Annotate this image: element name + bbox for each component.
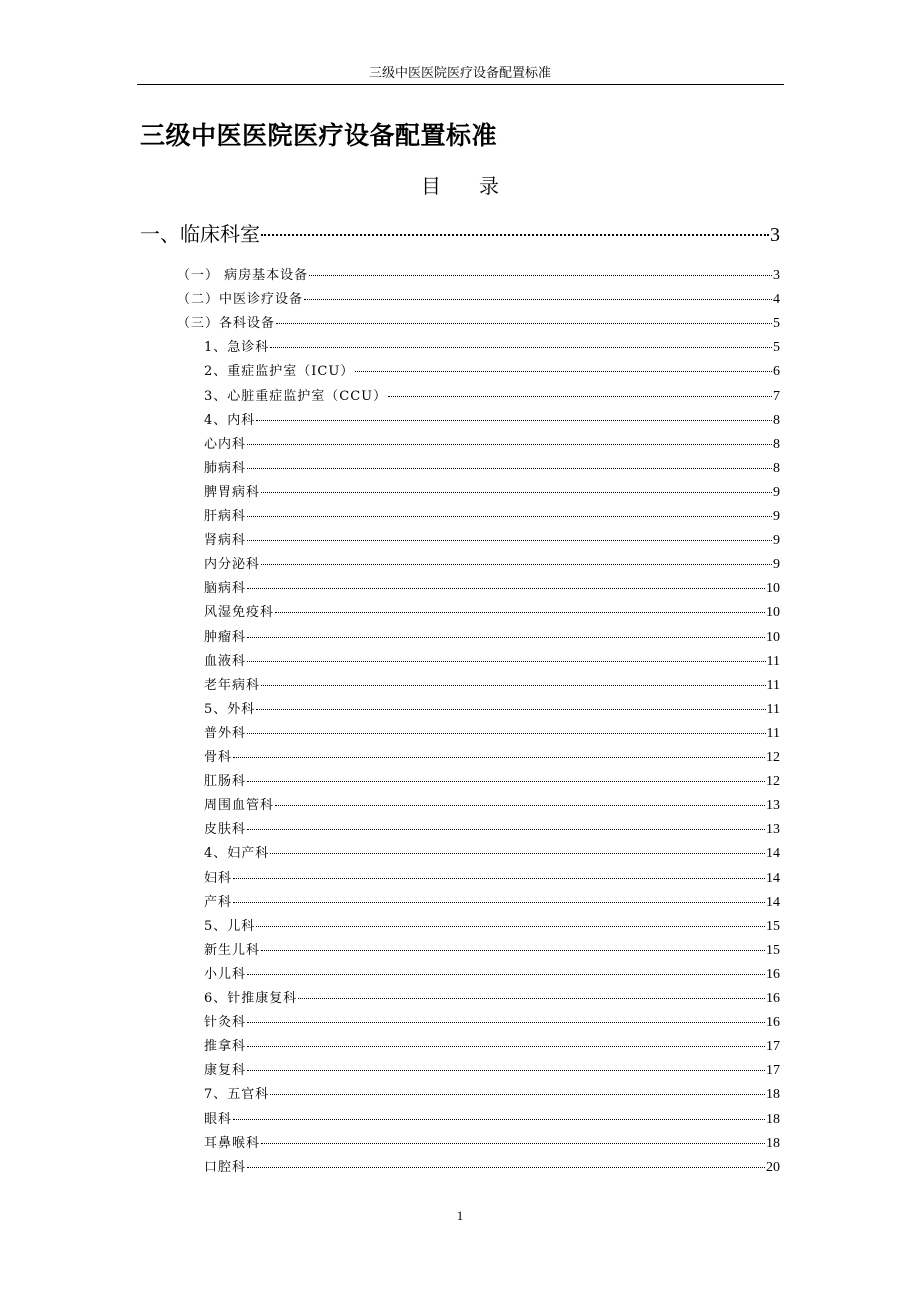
- toc-entry[interactable]: [204, 553, 780, 577]
- toc-entry[interactable]: [204, 481, 780, 505]
- toc-entry-page: 17: [766, 1063, 780, 1079]
- toc-entry-label: 4、妇产科: [204, 846, 270, 862]
- toc-entry-page: 10: [766, 581, 780, 597]
- toc-dot-leader: [233, 902, 765, 903]
- toc-entry-page: 10: [766, 629, 780, 645]
- toc-entry[interactable]: [204, 674, 780, 698]
- toc-entry-label: 内分泌科: [204, 557, 261, 573]
- toc-dot-leader: [247, 829, 765, 830]
- toc-entry-page: 15: [766, 918, 780, 934]
- toc-entry-label: 普外科: [204, 725, 247, 741]
- toc-entry[interactable]: [204, 842, 780, 866]
- toc-entry-page: 9: [773, 533, 780, 549]
- toc-dot-leader: [270, 347, 772, 348]
- toc-dot-leader: [247, 974, 765, 975]
- toc-entry-label: 耳鼻喉科: [204, 1135, 261, 1151]
- toc-dot-leader: [233, 878, 765, 879]
- toc-entry-page: 17: [766, 1039, 780, 1055]
- toc-heading-right: 录: [479, 174, 499, 198]
- toc-entry-page: 4: [773, 292, 780, 308]
- toc-dot-leader: [261, 564, 772, 565]
- toc-entry-label: 一、临床科室: [140, 222, 260, 246]
- toc-entry[interactable]: [204, 1035, 780, 1059]
- toc-entry[interactable]: [177, 288, 780, 312]
- toc-entry-label: 小儿科: [204, 966, 247, 982]
- toc-dot-leader: [309, 275, 772, 276]
- toc-dot-leader: [233, 1119, 765, 1120]
- toc-entry-page: 8: [773, 460, 780, 476]
- toc-dot-leader: [247, 1167, 765, 1168]
- toc-entry-page: 11: [766, 725, 780, 741]
- toc-dot-leader: [261, 1143, 765, 1144]
- toc-entry-page: 9: [773, 557, 780, 573]
- toc-entry-label: 口腔科: [204, 1159, 247, 1175]
- toc-entry-label: 6、针推康复科: [204, 991, 298, 1006]
- toc-dot-leader: [275, 805, 765, 806]
- toc-entry[interactable]: [204, 457, 780, 481]
- toc-entry-page: 5: [773, 316, 780, 332]
- toc-entry-label: 产科: [204, 894, 233, 910]
- toc-entry-page: 14: [766, 870, 780, 886]
- toc-entry[interactable]: [204, 650, 780, 674]
- toc-entry[interactable]: [204, 915, 780, 939]
- toc-entry-page: 9: [773, 484, 780, 500]
- toc-entry[interactable]: [204, 1059, 780, 1083]
- toc-dot-leader: [298, 998, 765, 999]
- toc-entry-label: （二）中医诊疗设备: [177, 292, 304, 308]
- document-title: 三级中医医院医疗设备配置标准: [140, 121, 498, 150]
- toc-entry-page: 13: [766, 822, 780, 838]
- toc-entry-label: 4、内科: [204, 412, 256, 428]
- toc-dot-leader: [247, 540, 772, 541]
- toc-entry-label: 针灸科: [204, 1015, 247, 1031]
- toc-dot-leader: [261, 950, 765, 951]
- toc-heading-left: 目: [421, 174, 441, 198]
- toc-entry-label: （三）各科设备: [177, 316, 276, 332]
- toc-entry[interactable]: [204, 577, 780, 601]
- toc-dot-leader: [247, 733, 766, 734]
- toc-entry-label: 肝病科: [204, 509, 247, 524]
- toc-entry-page: 14: [766, 894, 780, 910]
- toc-entry-page: 20: [766, 1159, 780, 1175]
- toc-entry[interactable]: [204, 529, 780, 553]
- toc-entry[interactable]: [177, 264, 780, 288]
- toc-entry-page: 11: [766, 653, 780, 669]
- toc-dot-leader: [355, 371, 772, 372]
- toc-dot-leader: [256, 926, 765, 927]
- toc-entry-page: 7: [773, 388, 780, 404]
- toc-entry-label: 周围血管科: [204, 798, 275, 814]
- toc-entry[interactable]: [204, 385, 780, 409]
- toc-dot-leader: [247, 588, 765, 589]
- toc-dot-leader: [247, 1046, 765, 1047]
- toc-entry-label: 1、急诊科: [204, 340, 270, 356]
- toc-entry-page: 5: [773, 340, 780, 356]
- toc-entry-page: 18: [766, 1135, 780, 1151]
- toc-entry-label: 脾胃病科: [204, 484, 261, 500]
- toc-entry-label: 康复科: [204, 1063, 247, 1079]
- toc-entry-page: 16: [766, 966, 780, 982]
- toc-dot-leader: [247, 1022, 765, 1023]
- toc-entry-label: 肺病科: [204, 460, 247, 476]
- toc-dot-leader: [247, 516, 772, 517]
- toc-entry[interactable]: [204, 770, 780, 794]
- toc-entry-page: 9: [773, 509, 780, 524]
- toc-entry-label: 老年病科: [204, 677, 261, 693]
- toc-entry-page: 11: [766, 677, 780, 693]
- toc-entry-page: 6: [773, 364, 780, 380]
- toc-entry-label: 5、儿科: [204, 918, 256, 934]
- toc-entry-label: 新生儿科: [204, 942, 261, 958]
- toc-entry[interactable]: [204, 939, 780, 963]
- toc-entry-label: 肿瘤科: [204, 629, 247, 645]
- toc-entry-label: 眼科: [204, 1111, 233, 1127]
- toc-entry-page: 8: [773, 412, 780, 428]
- running-header: 三级中医医院医疗设备配置标准: [368, 65, 551, 80]
- toc-entry-page: 18: [766, 1111, 780, 1127]
- toc-entry[interactable]: [204, 336, 780, 360]
- toc-dot-leader: [261, 234, 769, 236]
- toc-entry-label: 肾病科: [204, 533, 247, 549]
- toc-dot-leader: [261, 685, 766, 686]
- toc-entry-label: 皮肤科: [204, 822, 247, 838]
- toc-entry[interactable]: [204, 794, 780, 818]
- toc-dot-leader: [256, 420, 772, 421]
- toc-entry-page: 18: [766, 1087, 780, 1103]
- toc-entry[interactable]: [140, 218, 780, 248]
- toc-entry-label: 5、外科: [204, 701, 256, 717]
- toc-dot-leader: [270, 853, 765, 854]
- toc-entry-label: 妇科: [204, 870, 233, 886]
- toc-entry-page: 12: [766, 774, 780, 790]
- toc-entry-label: 心内科: [204, 436, 247, 452]
- toc-entry[interactable]: [177, 312, 780, 336]
- toc-entry[interactable]: [204, 409, 780, 433]
- toc-entry[interactable]: [204, 698, 780, 722]
- toc-dot-leader: [261, 492, 772, 493]
- toc-entry-page: 16: [766, 1015, 780, 1031]
- toc-entry-page: 8: [773, 436, 780, 452]
- toc-dot-leader: [247, 468, 772, 469]
- toc-entry[interactable]: [204, 626, 780, 650]
- toc-dot-leader: [247, 781, 765, 782]
- toc-dot-leader: [276, 323, 772, 324]
- toc-entry[interactable]: [204, 818, 780, 842]
- toc-entry[interactable]: [204, 1156, 780, 1180]
- toc-entry[interactable]: [204, 963, 780, 987]
- toc-dot-leader: [247, 1070, 765, 1071]
- toc-entry-page: 12: [766, 750, 780, 765]
- toc-entry-label: 骨科: [204, 750, 233, 765]
- toc-entry-page: 3: [773, 268, 780, 283]
- toc-dot-leader: [270, 1094, 765, 1095]
- toc-dot-leader: [256, 709, 765, 710]
- toc-entry-label: （一） 病房基本设备: [177, 268, 309, 283]
- toc-entry[interactable]: [204, 505, 780, 529]
- toc-dot-leader: [304, 299, 772, 300]
- toc-dot-leader: [247, 661, 766, 662]
- toc-entry-label: 3、心脏重症监护室（CCU）: [204, 388, 388, 404]
- toc-entry-page: 3: [770, 224, 780, 246]
- toc-dot-leader: [388, 396, 772, 397]
- toc-dot-leader: [275, 612, 765, 613]
- toc-entry-label: 血液科: [204, 653, 247, 669]
- toc-entry[interactable]: [204, 891, 780, 915]
- toc-entry[interactable]: [204, 722, 780, 746]
- toc-entry-page: 16: [766, 991, 780, 1006]
- toc-entry[interactable]: [204, 601, 780, 625]
- toc-entry-label: 肛肠科: [204, 774, 247, 790]
- toc-heading: [360, 172, 560, 200]
- page-number: 1: [456, 1208, 464, 1223]
- header-rule: [137, 84, 784, 85]
- toc-entry-page: 13: [766, 798, 780, 814]
- toc-dot-leader: [247, 637, 765, 638]
- toc-entry[interactable]: [204, 987, 780, 1011]
- toc-entry[interactable]: [204, 1083, 780, 1107]
- toc-entry-page: 14: [766, 846, 780, 862]
- toc-entry[interactable]: [204, 433, 780, 457]
- toc-entry[interactable]: [204, 746, 780, 770]
- toc-entry[interactable]: [204, 1011, 780, 1035]
- toc-entry[interactable]: [204, 1108, 780, 1132]
- toc-entry-label: 风湿免疫科: [204, 605, 275, 621]
- toc-entry-page: 15: [766, 942, 780, 958]
- toc-entry-label: 7、五官科: [204, 1087, 270, 1103]
- toc-entry[interactable]: [204, 867, 780, 891]
- toc-entry-page: 10: [766, 605, 780, 621]
- toc-entry-label: 推拿科: [204, 1039, 247, 1055]
- toc-entry[interactable]: [204, 1132, 780, 1156]
- toc-entry-page: 11: [766, 701, 780, 717]
- toc-dot-leader: [247, 444, 772, 445]
- toc-dot-leader: [233, 757, 765, 758]
- toc-entry[interactable]: [204, 360, 780, 384]
- toc-entry-label: 脑病科: [204, 581, 247, 597]
- toc-entry-label: 2、重症监护室（ICU）: [204, 364, 355, 380]
